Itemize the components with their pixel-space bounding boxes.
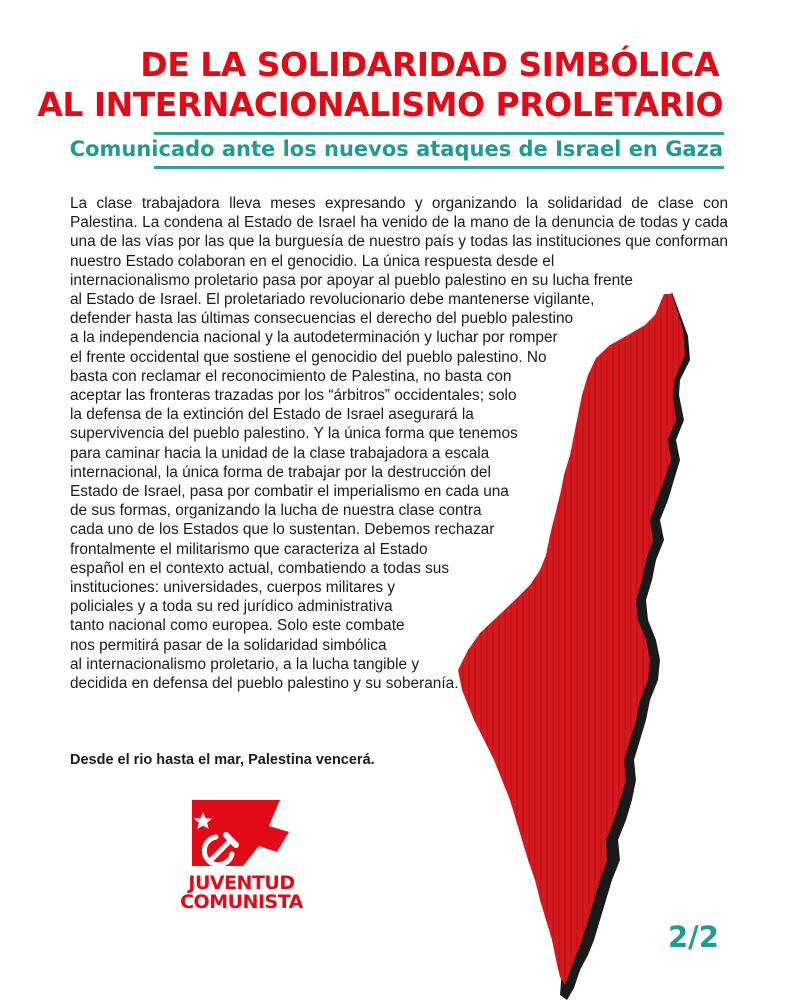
body-paragraph-intro: La clase trabajadora lleva meses expresando y organizando la solidaridad de clase con Palestina. La condena al Estado de Israel ha venido de la mano de la denuncia de todas y cada una de las vías por las que la burguesía de nuestro país y todas las instituciones que conforman nuestro Estado colaboran en el genocidio. La única respuesta desde el — [70, 195, 728, 270]
page-number: 2/2 — [668, 920, 719, 954]
statement-body — [70, 194, 730, 693]
title-line-2: AL INTERNACIONALISMO PROLETARIO — [37, 85, 723, 124]
closing-slogan: Desde el rio hasta el mar, Palestina vencerá. — [70, 752, 375, 768]
body-paragraph-main: internacionalismo proletario pasa por apoyar al pueblo palestino en su lucha frente al Estado de Israel. El proletariado revolucionario debe mantenerse vigilante, defender hasta las últimas consecuencias el derecho del pueblo palestino a la independencia nacional y la autodeterminación y luchar por romper el frente occidental que sostiene el genocidio del pueblo palestino. No basta con reclamar el reconocimiento de Palestina, no basta con aceptar las fronteras trazadas por los “árbitros” occidentales; solo la defensa de la extinción del Estado de Israel asegurará la supervivencia del pueblo palestino. Y la única forma que tenemos para caminar hacia la unidad de la clase trabajadora a escala internacional, la única forma de trabajar por la destrucción del Estado de Israel, pasa por combatir el imperialismo en cada una de sus formas, organizando la lucha de nuestra clase contra cada uno de los Estados que lo sustentan. Debemos rechazar frontalmente el militarismo que caracteriza al Estado español en el contexto actual, combatiendo a todas sus instituciones: universidades, cuerpos militares y policiales y a toda su red jurídico administrativa tanto nacional como europea. Solo este combate nos permitirá pasar de la solidaridad simbólica al internacionalismo proletario, a la lucha tangible y decidida en defensa del pueblo palestino y su soberanía. — [70, 271, 633, 693]
subtitle: Comunicado ante los nuevos ataques de Israel en Gaza — [69, 137, 723, 161]
title-line-1: DE LA SOLIDARIDAD SIMBÓLICA — [140, 45, 719, 84]
logo-text-juventud: JUVENTUD — [188, 872, 295, 894]
logo-text-comunista: COMUNISTA — [180, 891, 303, 913]
